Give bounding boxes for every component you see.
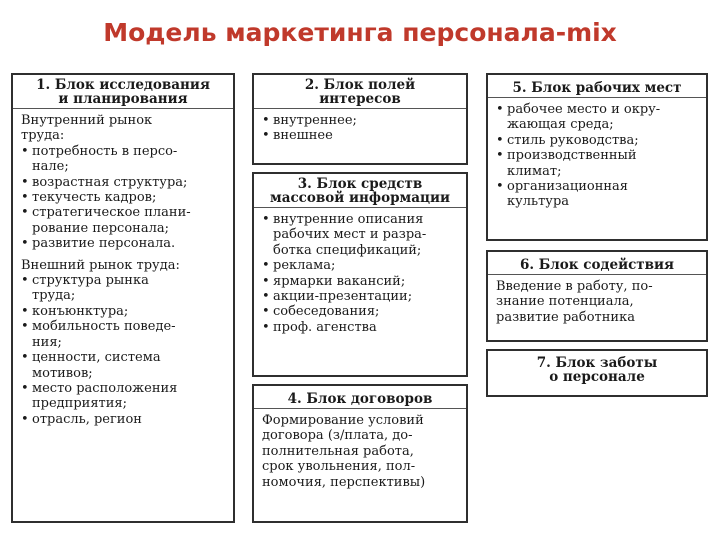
- block-workplaces: [486, 73, 708, 241]
- list-item: • реклама;: [262, 258, 460, 273]
- list-item: • мобильность поведе- ния;: [21, 319, 227, 350]
- list-item: • конъюнктура;: [21, 304, 227, 319]
- block-5-header: 5. Блок рабочих мест: [512, 80, 682, 96]
- block-contracts: [252, 384, 468, 523]
- list-item: • акции-презентации;: [262, 289, 460, 304]
- block-mass-media: [252, 172, 468, 377]
- block-7-header: 7. Блок заботы о персонале: [536, 355, 658, 385]
- external-market-list: [21, 273, 227, 427]
- list-item: • место расположения предприятия;: [21, 381, 227, 412]
- list-item: • собеседования;: [262, 304, 460, 319]
- block-research-planning: [11, 73, 235, 523]
- list-item: • стратегическое плани- рование персонала;: [21, 205, 227, 236]
- list-item: • ярмарки вакансий;: [262, 274, 460, 289]
- block-2-list: [262, 113, 460, 144]
- block-4-header: 4. Блок договоров: [287, 391, 433, 407]
- list-item: • стиль руководства;: [496, 133, 700, 148]
- external-market-label: Внешний рынок труда:: [21, 257, 180, 273]
- list-item: • ценности, система мотивов;: [21, 350, 227, 381]
- list-item: • рабочее место и окру- жающая среда;: [496, 102, 700, 133]
- block-3-list: [262, 212, 460, 335]
- list-item: • отрасль, регион: [21, 412, 227, 427]
- list-item: • текучесть кадров;: [21, 190, 227, 205]
- list-item: • внутреннее;: [262, 113, 460, 128]
- internal-market-label: Внутренний рынок труда:: [21, 113, 153, 144]
- list-item: • возрастная структура;: [21, 175, 227, 190]
- list-item: • проф. агенства: [262, 320, 460, 335]
- slide-title: Модель маркетинга персонала-mix: [103, 18, 617, 47]
- block-1-header: 1. Блок исследования и планирования: [36, 77, 210, 107]
- internal-market-list: [21, 144, 227, 252]
- list-item: • структура рынка труда;: [21, 273, 227, 304]
- list-item: • потребность в персо- нале;: [21, 144, 227, 175]
- block-5-list: [496, 102, 700, 210]
- list-item: • развитие персонала.: [21, 236, 227, 251]
- list-item: • внутренние описания рабочих мест и разра- ботка спецификаций;: [262, 212, 460, 258]
- block-6-header: 6. Блок содействия: [519, 257, 675, 273]
- list-item: • организационная культура: [496, 179, 700, 210]
- list-item: • производственный климат;: [496, 148, 700, 179]
- list-item: • внешнее: [262, 128, 460, 143]
- block-interest-fields: [252, 73, 468, 165]
- block-assistance: [486, 250, 708, 342]
- block-3-header: 3. Блок средств массовой информации: [269, 176, 450, 206]
- block-4-text: Формирование условий договора (з/плата, до- полнительная работа, срок увольнения, пол- номочия, перспективы): [262, 413, 426, 490]
- block-personnel-care: [486, 349, 708, 397]
- block-2-header: 2. Блок полей интересов: [304, 77, 416, 107]
- block-6-text: Введение в работу, по- знание потенциала, развитие работника: [496, 279, 653, 325]
